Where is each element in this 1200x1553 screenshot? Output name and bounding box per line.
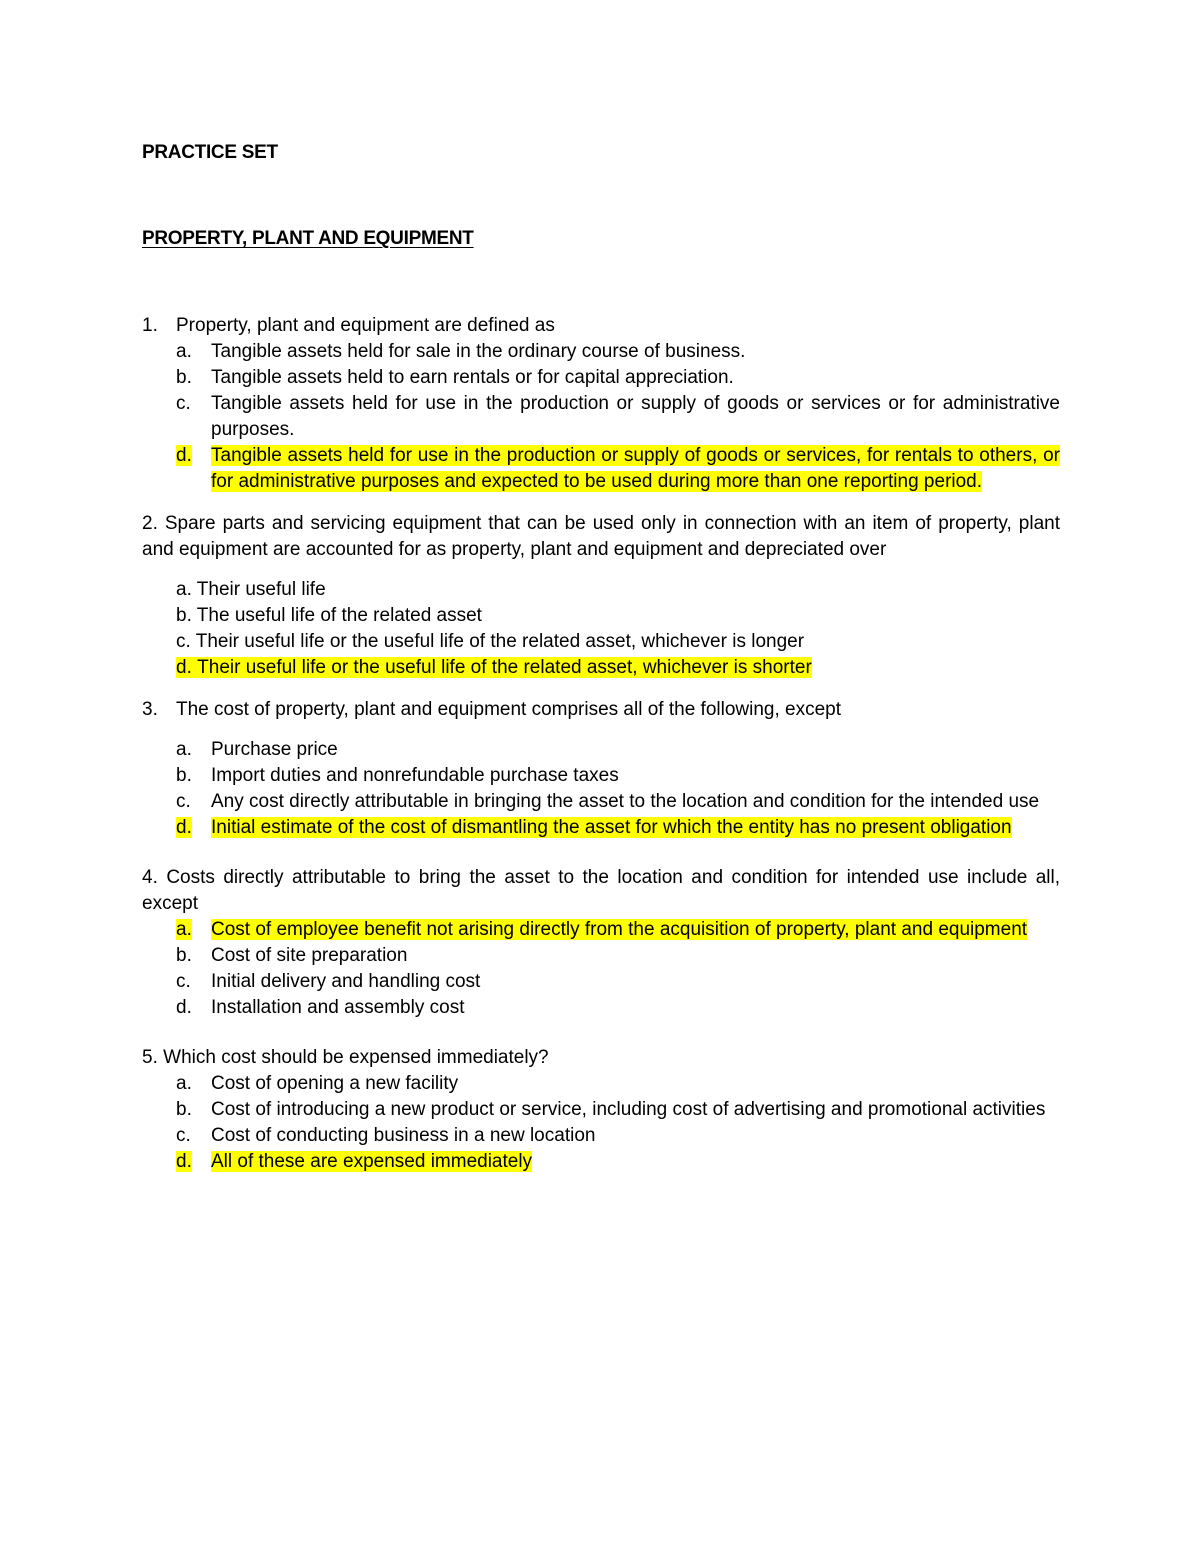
option-letter: b. xyxy=(176,367,192,388)
option-text: Their useful life or the useful life of the related asset, whichever is shorter xyxy=(197,657,812,678)
question-list xyxy=(142,313,1060,1175)
option-text: Tangible assets held to earn rentals or for capital appreciation. xyxy=(211,367,734,388)
question-text: Spare parts and servicing equipment that can be used only in connection with an item of property, plant and equipment are accounted for as property, plant and equipment and depreciated over xyxy=(142,513,1061,560)
option-2b xyxy=(176,603,1060,629)
option-3b xyxy=(176,763,1060,789)
option-letter: d. xyxy=(176,817,192,838)
option-letter: d. xyxy=(176,657,192,678)
option-text: Cost of opening a new facility xyxy=(211,1073,459,1094)
option-letter: d. xyxy=(176,997,192,1018)
option-text: Cost of conducting business in a new location xyxy=(211,1125,596,1146)
option-text: Any cost directly attributable in bringing the asset to the location and condition for the intended use xyxy=(211,791,1040,812)
option-text: Tangible assets held for sale in the ordinary course of business. xyxy=(211,341,746,362)
option-text: Cost of site preparation xyxy=(211,945,408,966)
option-text: Import duties and nonrefundable purchase taxes xyxy=(211,765,619,786)
option-text: Tangible assets held for use in the production or supply of goods or services, for rentals to others, or for administrative purposes and expected to be used during more than one reporting period. xyxy=(211,445,1060,492)
option-letter: a. xyxy=(176,579,192,600)
option-1c xyxy=(176,391,1060,443)
option-letter: b. xyxy=(176,945,192,966)
question-text: Costs directly attributable to bring the asset to the location and condition for intended use include all, except xyxy=(142,867,1060,914)
question-number: 2. xyxy=(142,513,158,534)
question-number: 3. xyxy=(142,699,158,720)
option-1b xyxy=(176,365,1060,391)
option-letter: d. xyxy=(176,1151,192,1172)
option-letter: c. xyxy=(176,971,191,992)
option-letter: c. xyxy=(176,791,191,812)
question-number: 4. xyxy=(142,867,158,888)
option-4c xyxy=(176,969,1060,995)
option-5d-correct xyxy=(176,1149,1060,1175)
option-letter: b. xyxy=(176,765,192,786)
option-letter: c. xyxy=(176,631,191,652)
option-letter: d. xyxy=(176,445,192,466)
question-4 xyxy=(142,865,1060,917)
option-2c xyxy=(176,629,1060,655)
option-1a xyxy=(176,339,1060,365)
option-letter: a. xyxy=(176,341,192,362)
question-1 xyxy=(142,313,1060,339)
question-number: 5. xyxy=(142,1047,158,1068)
option-1d-correct xyxy=(176,443,1060,495)
option-3a xyxy=(176,737,1060,763)
option-4a-correct xyxy=(176,917,1060,943)
document-title: PRACTICE SET xyxy=(142,142,278,163)
option-4d xyxy=(176,995,1060,1021)
option-text: Initial delivery and handling cost xyxy=(211,971,481,992)
option-3c xyxy=(176,789,1060,815)
option-text: Cost of introducing a new product or service, including cost of advertising and promotional activities xyxy=(211,1099,1046,1120)
option-letter: a. xyxy=(176,739,192,760)
option-2a xyxy=(176,577,1060,603)
option-text: Initial estimate of the cost of dismantling the asset for which the entity has no present obligation xyxy=(211,817,1012,838)
option-text: Their useful life or the useful life of the related asset, whichever is longer xyxy=(195,631,805,652)
question-5 xyxy=(142,1045,1060,1071)
section-title: PROPERTY, PLANT AND EQUIPMENT xyxy=(142,228,474,249)
option-5a xyxy=(176,1071,1060,1097)
option-3d-correct xyxy=(176,815,1060,841)
question-text: Property, plant and equipment are defined as xyxy=(176,315,555,336)
option-5c xyxy=(176,1123,1060,1149)
option-text: Tangible assets held for use in the production or supply of goods or services or for administrative purposes. xyxy=(211,393,1060,440)
option-text: Installation and assembly cost xyxy=(211,997,465,1018)
option-text: The useful life of the related asset xyxy=(196,605,482,626)
question-3 xyxy=(142,697,1060,723)
option-letter: a. xyxy=(176,919,192,940)
option-text: Purchase price xyxy=(211,739,338,760)
option-text: Their useful life xyxy=(196,579,326,600)
question-text: The cost of property, plant and equipment comprises all of the following, except xyxy=(176,699,842,720)
option-text: All of these are expensed immediately xyxy=(211,1151,533,1172)
option-letter: a. xyxy=(176,1073,192,1094)
option-letter: b. xyxy=(176,605,192,626)
option-letter: b. xyxy=(176,1099,192,1120)
option-letter: c. xyxy=(176,393,191,414)
question-text: Which cost should be expensed immediately? xyxy=(163,1047,549,1068)
option-4b xyxy=(176,943,1060,969)
option-text: Cost of employee benefit not arising directly from the acquisition of property, plant and equipment xyxy=(211,919,1028,940)
option-letter: c. xyxy=(176,1125,191,1146)
option-2d-correct xyxy=(176,655,1060,681)
question-2 xyxy=(142,511,1060,563)
option-5b xyxy=(176,1097,1060,1123)
question-number: 1. xyxy=(142,315,158,336)
